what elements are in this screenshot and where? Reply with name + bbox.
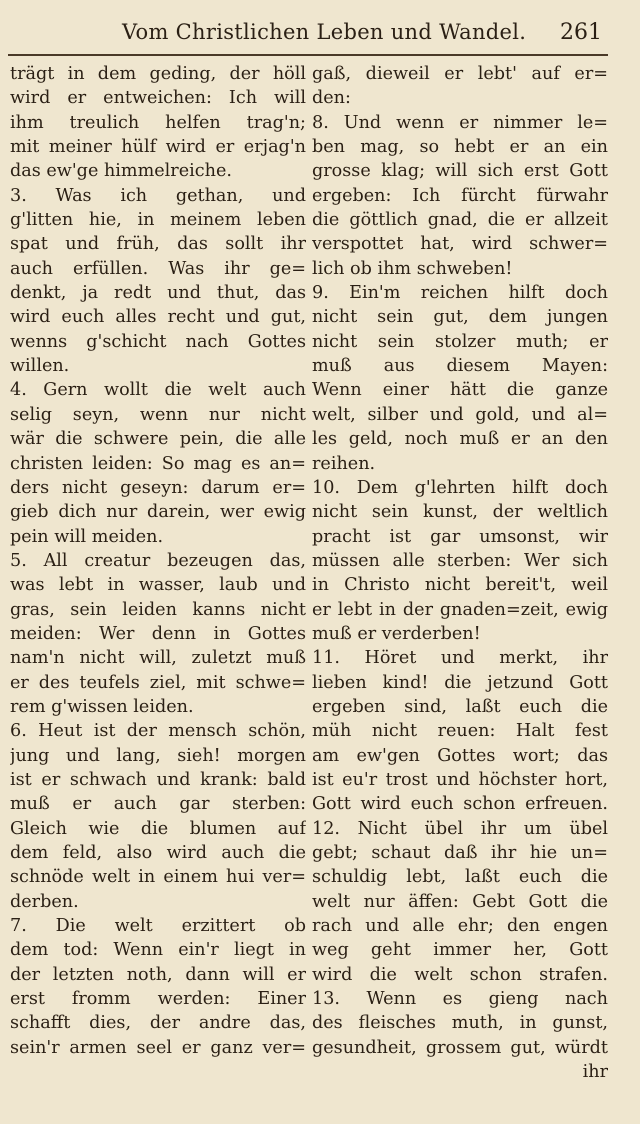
- text-line: er des teufels ziel, mit schwe=: [10, 672, 306, 693]
- text-line: jung und lang, sieh! morgen: [10, 745, 306, 766]
- text-line: sein'r armen seel er ganz ver=: [10, 1037, 306, 1058]
- text-line: 11. Höret und merkt, ihr: [312, 648, 608, 669]
- text-line: schnöde welt in einem hui ver=: [10, 867, 306, 888]
- text-line: pracht ist gar umsonst, wir: [312, 526, 608, 547]
- text-line: muß er auch gar sterben:: [10, 794, 306, 815]
- text-line: nicht sein kunst, der weltlich: [312, 502, 608, 523]
- text-line: müh nicht reuen: Halt fest: [312, 721, 608, 742]
- text-line: 5. All creatur bezeugen das,: [10, 550, 306, 571]
- text-line: mit meiner hülf wird er erjag'n: [10, 137, 306, 158]
- text-line: nam'n nicht will, zuletzt muß: [10, 648, 306, 669]
- text-line: spat und früh, das sollt ihr: [10, 234, 306, 255]
- text-line: 12. Nicht übel ihr um übel: [312, 818, 608, 839]
- text-line: des fleisches muth, in gunst,: [312, 1013, 608, 1034]
- text-line: ihm treulich helfen trag'n;: [10, 112, 306, 133]
- text-line: wird er entweichen: Ich will: [10, 88, 306, 109]
- text-line: gaß, dieweil er lebt' auf er=: [312, 64, 608, 84]
- text-line: selig seyn, wenn nur nicht: [10, 404, 306, 425]
- right-text-column: [312, 62, 608, 1084]
- text-line: gesundheit, grossem gut, würdt: [312, 1037, 608, 1058]
- left-text-column: [10, 62, 306, 1060]
- text-line: les geld, noch muß er an den: [312, 429, 608, 450]
- text-line: ist eu'r trost und höchster hort,: [312, 769, 608, 790]
- text-line: dem tod: Wenn ein'r liegt in: [10, 940, 306, 961]
- text-line: weg geht immer her, Gott: [312, 940, 608, 961]
- text-line: g'litten hie, in meinem leben: [10, 210, 306, 231]
- text-line: verspottet hat, wird schwer=: [312, 234, 608, 255]
- text-line: Wenn einer hätt die ganze: [312, 380, 608, 401]
- text-line: am ew'gen Gottes wort; das: [312, 745, 608, 766]
- text-line: rem g'wissen leiden.: [10, 696, 194, 717]
- text-line: denkt, ja redt und thut, das: [10, 283, 306, 304]
- text-line: ergeben sind, laßt euch die: [312, 696, 608, 717]
- text-line: wär die schwere pein, die alle: [10, 429, 306, 450]
- text-line: wird euch alles recht und gut,: [10, 307, 306, 328]
- text-line: er lebt in der gnaden=zeit, ewig: [312, 599, 608, 620]
- text-line: gras, sein leiden kanns nicht: [10, 599, 306, 620]
- text-line: den:: [312, 88, 351, 109]
- text-line: meiden: Wer denn in Gottes: [10, 623, 306, 644]
- text-line: rach und alle ehr; den engen: [312, 916, 608, 937]
- catchword: ihr: [582, 1062, 608, 1083]
- text-line: gieb dich nur darein, wer ewig: [10, 502, 306, 523]
- text-line: Gleich wie die blumen auf: [10, 818, 306, 839]
- text-line: 6. Heut ist der mensch schön,: [10, 721, 306, 742]
- text-line: schafft dies, der andre das,: [10, 1013, 306, 1034]
- text-line: willen.: [10, 356, 70, 377]
- text-line: ders nicht geseyn: darum er=: [10, 477, 306, 498]
- text-line: wenns g'schicht nach Gottes: [10, 331, 306, 352]
- text-line: christen leiden: So mag es an=: [10, 453, 306, 474]
- text-line: ist er schwach und krank: bald: [10, 769, 306, 790]
- text-line: muß aus diesem Mayen:: [312, 356, 608, 377]
- text-line: 13. Wenn es gieng nach: [312, 989, 608, 1010]
- text-line: auch erfüllen. Was ihr ge=: [10, 258, 306, 279]
- text-line: 4. Gern wollt die welt auch: [10, 380, 306, 401]
- text-line: welt nur äffen: Gebt Gott die: [312, 891, 608, 912]
- page-header: [0, 14, 640, 54]
- text-line: 8. Und wenn er nimmer le=: [312, 112, 608, 133]
- text-line: was lebt in wasser, laub und: [10, 575, 306, 596]
- text-line: in Christo nicht bereit't, weil: [312, 575, 608, 596]
- text-line: wird die welt schon strafen.: [312, 964, 608, 985]
- text-line: grosse klag; will sich erst Gott: [312, 161, 608, 182]
- text-line: die göttlich gnad, die er allzeit: [312, 210, 608, 231]
- text-line: derben.: [10, 891, 79, 912]
- text-line: muß er verderben!: [312, 623, 481, 644]
- text-line: gebt; schaut daß ihr hie un=: [312, 843, 608, 863]
- header-rule: [8, 54, 608, 56]
- text-line: trägt in dem geding, der höll: [10, 64, 306, 84]
- text-line: ergeben: Ich fürcht fürwahr: [312, 185, 608, 206]
- text-line: nicht sein stolzer muth; er: [312, 331, 608, 352]
- running-title: Vom Christlichen Leben und Wandel.: [122, 20, 527, 44]
- text-line: nicht sein gut, dem jungen: [312, 307, 608, 328]
- text-line: welt, silber und gold, und al=: [312, 404, 608, 425]
- text-line: 10. Dem g'lehrten hilft doch: [312, 477, 608, 498]
- text-line: dem feld, also wird auch die: [10, 843, 306, 863]
- text-line: lich ob ihm schweben!: [312, 258, 513, 279]
- text-line: der letzten noth, dann will er: [10, 964, 306, 985]
- text-line: 7. Die welt erzittert ob: [10, 916, 306, 937]
- text-line: müssen alle sterben: Wer sich: [312, 550, 608, 571]
- page-number: 261: [560, 20, 602, 45]
- text-line: schuldig lebt, laßt euch die: [312, 867, 608, 888]
- text-line: 9. Ein'm reichen hilft doch: [312, 283, 608, 304]
- text-line: ben mag, so hebt er an ein: [312, 137, 608, 158]
- text-line: Gott wird euch schon erfreuen.: [312, 794, 608, 815]
- text-line: 3. Was ich gethan, und: [10, 185, 306, 206]
- text-line: das ew'ge himmelreiche.: [10, 161, 232, 182]
- text-line: reihen.: [312, 453, 376, 474]
- text-line: erst fromm werden: Einer: [10, 989, 306, 1010]
- text-line: pein will meiden.: [10, 526, 164, 547]
- text-line: lieben kind! die jetzund Gott: [312, 672, 608, 693]
